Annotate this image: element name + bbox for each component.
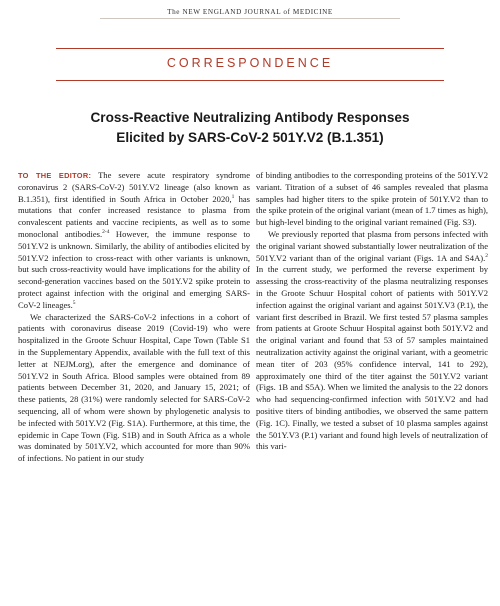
article-title-line-1: Cross-Reactive Neutralizing Antibody Responses (90, 110, 410, 125)
article-title (20, 108, 480, 148)
masthead-rule (100, 18, 400, 19)
paragraph-2: We characterized the SARS-CoV-2 infections in a cohort of patients with coronavirus disease 2019 (Covid-19) who were hospitalized in the Groote Schuur Hospital, Cape Town (Table S1 in the Supplementary Appendix, available with the full text of this letter at NEJM.org), after the emergence and dominance of 501Y.V2 in South Africa. Blood samples were obtained from 89 patients between December 31, 2020, and January 15, 2021; of these patients, 28 (31%) were randomly selected for SARS-CoV-2 sequencing, all of whom were shown by phylogenetic analysis to be infected with 501Y.V2 (Fig. S1A). Furthermore, at this time, the epidemic in Cape Town (Fig. S1B) and in South Africa as a whole was dominated by 501Y.V2, which accounted for more than 90% of infections. No patient in our study (18, 311, 250, 464)
lead-in: TO THE EDITOR: (18, 171, 92, 180)
paragraph-3: of binding antibodies to the corresponding proteins of the 501Y.V2 variant. Titration of a subset of 46 samples revealed that plasma samples had higher titers to the spike protein of 501Y.V2 than to the spike protein of the original variant (mean of 1.7 times as high), but high-level binding to the original variant remained (Fig. S3). (256, 170, 488, 228)
paragraph-1-text-a: The severe acute respiratory syndrome coronavirus 2 (SARS-CoV-2) 501Y.V2 lineage (also known as B.1.351), first identified in South Africa in October 2020, (18, 170, 250, 204)
paragraph-1-text-c: However, the immune response to 501Y.V2 is unknown. Similarly, the ability of antibodies elicited by 501Y.V2 infection to cross-react with other variants is unknown, but such cross-reactivity would have implications for the ability of second-generation vaccines based on the 501Y.V2 spike protein to protect against infection with the original and emerging SARS-CoV-2 lineages. (18, 228, 250, 310)
paragraph-4 (256, 229, 488, 453)
section-label: CORRESPONDENCE (166, 56, 334, 70)
journal-name: The NEW ENGLAND JOURNAL of MEDICINE (167, 8, 333, 16)
citation-4: 2 (485, 252, 488, 259)
left-column (18, 170, 250, 465)
paragraph-1 (18, 170, 250, 312)
citation-3: 5 (72, 299, 76, 306)
article-title-line-2: Elicited by SARS-CoV-2 501Y.V2 (B.1.351) (116, 130, 384, 145)
section-rule-top (56, 48, 444, 49)
paragraph-4-text-b: In the current study, we performed the reverse experiment by assessing the cross-reactivity of the plasma neutralizing responses in the Groote Schuur Hospital cohort of patients with 501Y.V2 infection against the original variant and against 501Y.V3 (P.1), the variant first described in Brazil. We first tested 57 plasma samples from patients at Groote Schuur Hospital against both 501Y.V2 and the original variant and found that 53 of 57 samples maintained neutralization activity against the original variant, with a geometric mean titer of 203 (95% confidence interval, 141 to 292), approximately one third of the titer against the 501Y.V2 variant (Figs. 1B and S5A). When we limited the analysis to the 22 donors who had sequencing-confirmed infection with 501Y.V2 and had positive titers of binding antibodies, we observed the same pattern (Fig. 1C). Finally, we tested a subset of 10 plasma samples against the 501Y.V3 (P.1) variant and found high levels of neutralization of this vari- (256, 264, 488, 452)
section-rule-bottom (56, 80, 444, 81)
journal-masthead (0, 8, 500, 16)
right-column (256, 170, 488, 453)
paragraph-4-text-a: We previously reported that plasma from persons infected with the original variant showed substantially lower neutralization of the 501Y.V2 variant than of the original variant (Figs. 1A and S4A). (256, 228, 488, 263)
citation-2: 2-4 (102, 229, 110, 236)
citation-1: 1 (231, 193, 235, 200)
paragraph-1-text-b: has mutations that confer increased resistance to plasma from convalescent patients and vaccine recipients, as well as to some monoclonal antibodies. (18, 193, 250, 239)
